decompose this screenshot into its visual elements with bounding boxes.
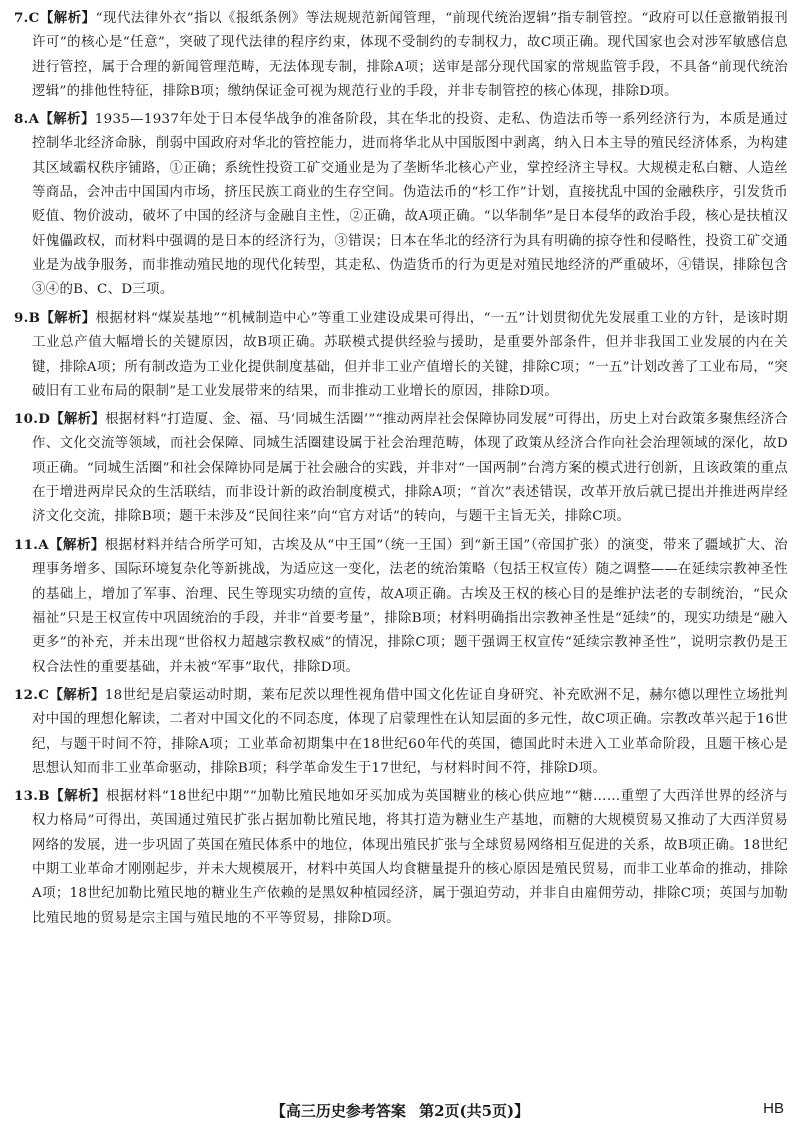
analysis-tag: 【解析】	[39, 111, 95, 127]
analysis-tag: 【解析】	[49, 788, 106, 804]
analysis-tag: 【解析】	[49, 687, 105, 703]
answer-text: 根据材料“打造厦、金、福、马‘同城生活圈’”“推动两岸社会保障协同发展”可得出，历史上对台政策多聚焦经济合作、文化交流等领域，而社会保障、同城生活圈建设属于社会治理范畴，体现了政策从经济合作向社会治理领域的深化，故D项正确。“同城生活圈”和社会保障协同是属于社会融合的实践，并非对“一国两制”台湾方案的模式进行创新，且该政策的重点在于增进两岸民众的生活联结，而非设计新的政治制度模式，排除A项；“首次”表述错误，改革开放后就已提出并推进两岸经济文化交流，排除B项；题干未涉及“民间往来”向“官方对话”的转向，与题干主旨无关，排除C项。	[32, 412, 788, 525]
answer-number: 8.A	[14, 111, 40, 127]
analysis-tag: 【解析】	[48, 537, 105, 553]
footer-doc-title: 【高三历史参考答案	[270, 1102, 406, 1120]
footer-title	[0, 1100, 800, 1121]
answer-item-12	[14, 683, 788, 781]
answer-item-7	[14, 6, 788, 104]
footer-page-number: 第2页(共5页)】	[419, 1102, 530, 1120]
answer-number: 9.B	[14, 310, 41, 326]
answer-text: 1935—1937年处于日本侵华战争的准备阶段，其在华北的投资、走私、伪造法币等一系列经济行为，本质是通过控制华北经济命脉，削弱中国政府对华北的管控能力，进而将华北从中国版图中剥离，纳入日本主导的殖民经济体系，为构建其区域霸权秩序铺路，①正确；系统性投资工矿交通业是为了垄断华北核心产业，掌控经济主导权。大规模走私白糖、人造丝等商品，会冲击中国国内市场，挤压民族工商业的生存空间。伪造法币的“杉工作”计划，直接扰乱中国的金融秩序，引发货币贬值、物价波动，破坏了中国的经济与金融自主性，②正确，故A项正确。“以华制华”是日本侵华的政治手段，核心是扶植汉奸傀儡政权，而材料中强调的是日本的经济行为，③错误；日本在华北的经济行为具有明确的掠夺性和侵略性，投资工矿交通业是为战争服务，而非推动殖民地的现代化转型，其走私、伪造货币的行为更是对殖民地经济的严重破坏，④错误，排除包含③④的B、C、D三项。	[32, 112, 789, 298]
answer-number: 7.C	[14, 10, 40, 26]
answer-item-11	[14, 533, 788, 680]
answer-item-9	[14, 306, 788, 404]
answer-item-13	[14, 784, 788, 931]
answer-number: 10.D	[14, 411, 51, 427]
answer-number: 13.B	[14, 788, 50, 804]
answer-text: 根据材料并结合所学可知，古埃及从“中王国”（统一王国）到“新王国”（帝国扩张）的演变，带来了疆域扩大、治理事务增多、国际环境复杂化等新挑战，为适应这一变化，法老的统治策略（包括王权宣传）随之调整——在延续宗教神圣性的基础上，增加了军事、治理、民生等现实功绩的宣传，故A项正确。古埃及王权的核心目的是维护法老的专制统治，“民众福祉”只是王权宣传中巩固统治的手段，并非“首要考量”，排除B项；材料明确指出宗教神圣性是“延续”的，现实功绩是“融入更多”的补充，并未出现“世俗权力超越宗教权威”的情况，排除C项；题干强调王权宣传“延续宗教神圣性”，说明宗教仍是王权合法性的重要基础，并未被“军事”取代，排除D项。	[32, 538, 789, 675]
footer-code: HB	[763, 1100, 784, 1117]
answer-text: 18世纪是启蒙运动时期，莱布尼茨以理性视角借中国文化佐证自身研究、补充欧洲不足，赫尔德以理性立场批判对中国的理想化解读，二者对中国文化的不同态度，体现了启蒙理性在认知层面的多元性，故C项正确。宗教改革兴起于16世纪，与题干时间不符，排除A项；工业革命初期集中在18世纪60年代的英国，德国此时未进入工业革命阶段，且题干核心是思想认知而非工业革命驱动，排除B项；科学革命发生于17世纪，与材料时间不符，排除D项。	[32, 688, 789, 777]
answer-text: 根据材料“18世纪中期”“加勒比殖民地如牙买加成为英国糖业的核心供应地”“糖……重塑了大西洋世界的经济与权力格局”可得出，英国通过殖民扩张占据加勒比殖民地，将其打造为糖业生产基地，而糖的大规模贸易又推动了大西洋贸易网络的发展，进一步巩固了英国在殖民体系中的地位，体现出殖民扩张与全球贸易网络相互促进的关系，故B项正确。18世纪中期工业革命才刚刚起步，并未大规模展开，材料中英国人均食糖量提升的核心原因是殖民贸易，而非工业革命的推动，排除A项；18世纪加勒比殖民地的糖业生产依赖的是黑奴种植园经济，属于强迫劳动，并非自由雇佣劳动，排除C项；英国与加勒比殖民地的贸易是宗主国与殖民地的不平等贸易，排除D项。	[32, 789, 789, 926]
analysis-tag: 【解析】	[40, 310, 96, 326]
answer-number: 11.A	[14, 537, 49, 553]
answer-text: “现代法律外衣”指以《报纸条例》等法规规范新闻管理，“前现代统治逻辑”指专制管控。“政府可以任意撤销报刊许可”的核心是“任意”，突破了现代法律的程序约束，体现不受制约的专制权力，故C项正确。现代国家也会对涉军敏感信息进行管控，属于合理的新闻管理范畴，无法体现专制，排除A项；送审是部分现代国家的常规监管手段，不具备“前现代统治逻辑”的排他性特征，排除B项；缴纳保证金可视为规范行业的手段，并非专制管控的核心体现，排除D项。	[32, 11, 788, 100]
answer-item-8	[14, 107, 788, 303]
answer-text: 根据材料“煤炭基地”“机械制造中心”等重工业建设成果可得出，“一五”计划贯彻优先发展重工业的方针，是该时期工业总产值大幅增长的关键原因，故B项正确。苏联模式提供经验与援助，是重要外部条件，但并非我国工业发展的内在关键，排除A项；所有制改造为工业化提供制度基础，但并非工业产值增长的关键，排除C项；“一五”计划改善了工业布局，“突破旧有工业布局的限制”是工业发展带来的结果，而非推动工业增长的原因，排除D项。	[32, 311, 788, 400]
page-footer	[0, 1100, 800, 1124]
analysis-tag: 【解析】	[39, 10, 96, 26]
analysis-tag: 【解析】	[50, 411, 106, 427]
answer-item-10	[14, 407, 788, 530]
answer-number: 12.C	[14, 687, 50, 703]
